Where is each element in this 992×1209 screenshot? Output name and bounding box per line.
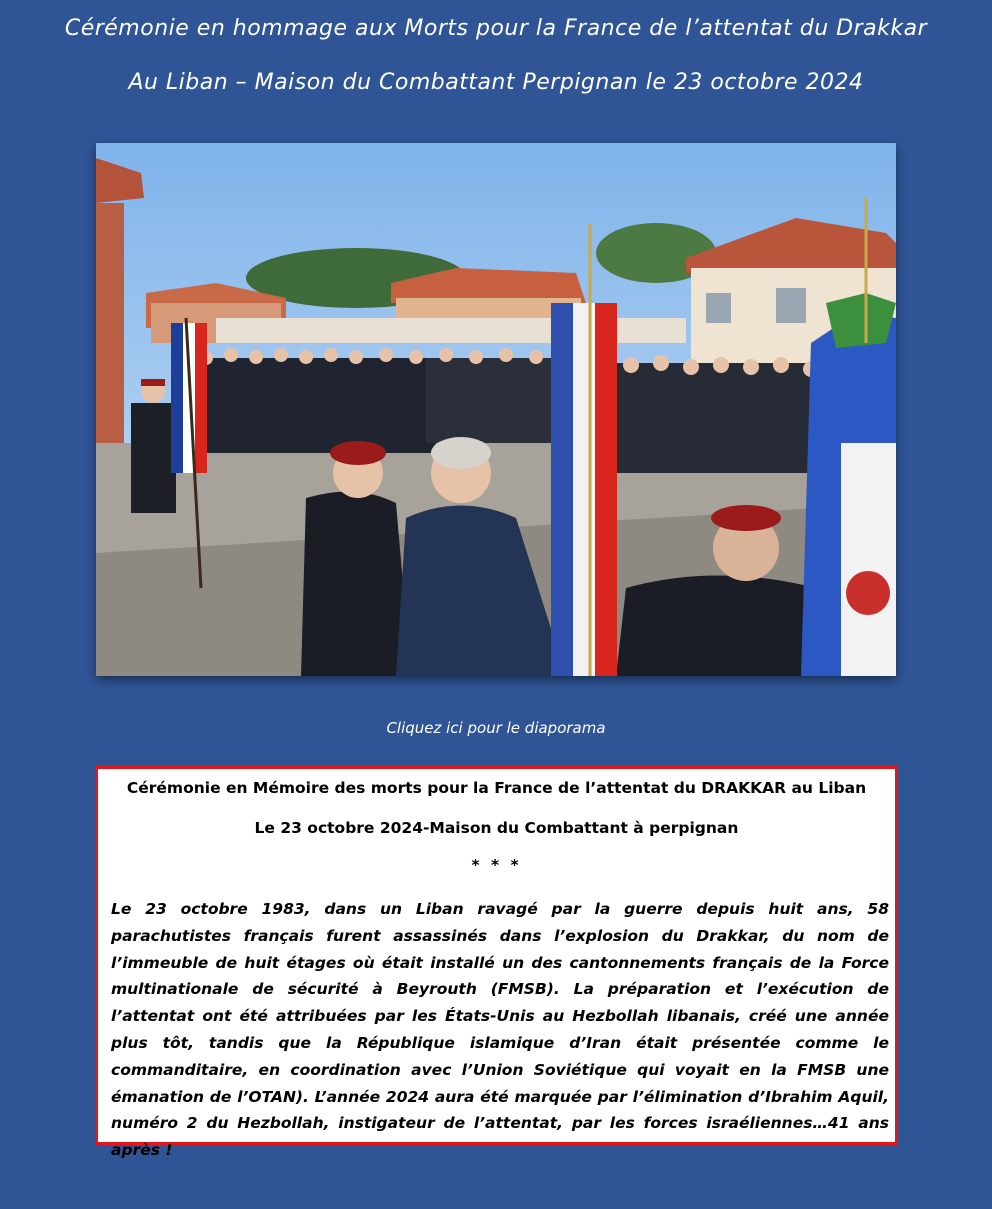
section-separator: * * * xyxy=(471,856,522,874)
slideshow-link[interactable]: Cliquez ici pour le diaporama xyxy=(386,719,606,737)
page-title-line-2: Au Liban – Maison du Combattant Perpignan le 23 octobre 2024 xyxy=(128,70,864,95)
article-box xyxy=(95,766,898,1160)
page-title-line-1: Cérémonie en hommage aux Morts pour la France de l’attentat du Drakkar xyxy=(64,16,928,41)
article-body: Le 23 octobre 1983, dans un Liban ravagé par la guerre depuis huit ans, 58 parachutistes français furent assassinés dans l’explosion du Drakkar, du nom de l’immeuble de huit étages où était installé un des cantonnements français de la Force multinationale de sécurité à Beyrouth (FMSB). La préparation et l’exécution de l’attentat ont été attribuées par les États-Unis au Hezbollah libanais, créé une année plus tôt, tandis que la République islamique d’Iran était présentée comme le commanditaire, en coordination avec l’Union Soviétique qui voyait en la FMSB une émanation de l’OTAN). L’année 2024 aura été marquée par l’élimination d’Ibrahim Aquil, numéro 2 du Hezbollah, instigateur de l’attentat, par les forces israéliennes…41 ans après ! xyxy=(111,900,889,1160)
article-heading: Cérémonie en Mémoire des morts pour la France de l’attentat du DRAKKAR au Liban xyxy=(126,779,867,797)
article-subheading: Le 23 octobre 2024-Maison du Combattant à perpignan xyxy=(254,819,739,837)
ceremony-photo[interactable] xyxy=(96,143,896,676)
